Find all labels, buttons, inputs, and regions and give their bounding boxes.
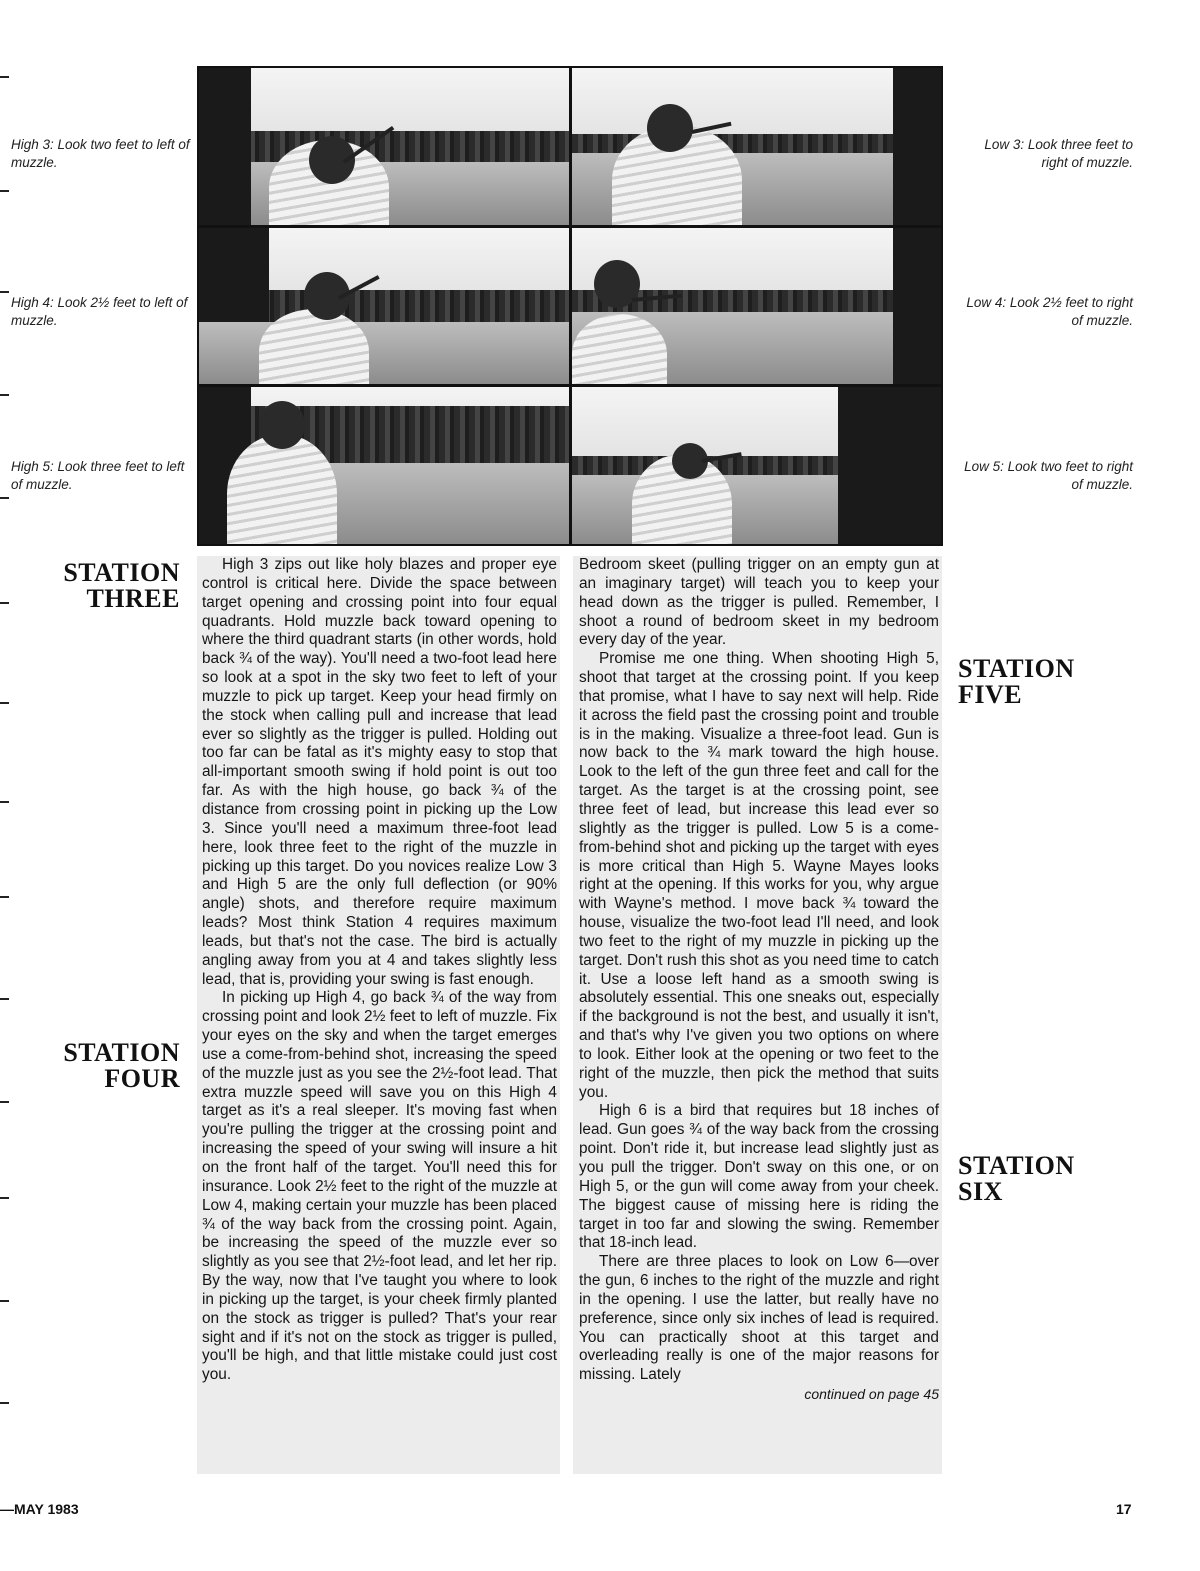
- station-five-heading: STATION FIVE: [958, 654, 1075, 709]
- photo-high3: [199, 68, 569, 225]
- station-three-heading: STATION THREE: [63, 558, 180, 613]
- margin-tick: [0, 896, 9, 898]
- photo-low3: [572, 68, 942, 225]
- caption-high3: High 3: Look two feet to left of muzzle.: [11, 137, 190, 170]
- margin-tick: [0, 1101, 9, 1103]
- margin-tick: [0, 497, 9, 499]
- page-number: 17: [1116, 1501, 1132, 1517]
- station-four-heading: STATION FOUR: [63, 1038, 180, 1093]
- caption-low3: Low 3: Look three feet to right of muzzle.: [984, 137, 1133, 170]
- margin-tick: [0, 291, 9, 293]
- photo-low4: [572, 228, 942, 385]
- margin-tick: [0, 998, 9, 1000]
- paragraph: Bedroom skeet (pulling trigger on an empty gun at an imaginary target) will teach you to keep your head down as the trigger is pulled. Remember, I shoot a round of bedroom skeet in my bedroom every day of the year.: [579, 556, 939, 649]
- issue-date: —MAY 1983: [0, 1501, 79, 1517]
- photo-high5: [199, 387, 569, 544]
- margin-tick: [0, 1300, 9, 1302]
- paragraph: There are three places to look on Low 6—over the gun, 6 inches to the right of the muzzle and right in the opening. I use the latter, but really have no preference, since only six inches of lead is required. You can practically shoot at this target and overleading really is one of the major reasons for missing. Lately: [579, 1253, 939, 1384]
- margin-tick: [0, 394, 9, 396]
- caption-high5: High 5: Look three feet to left of muzzle.: [11, 459, 185, 492]
- station-six-heading: STATION SIX: [958, 1151, 1075, 1206]
- margin-tick: [0, 702, 9, 704]
- paragraph: High 3 zips out like holy blazes and proper eye control is critical here. Divide the space between target opening and crossing point into four equal quadrants. Hold muzzle back toward opening to where the third quadrant starts (in other words, hold back ¾ of the way). You'll need a two-foot lead here so look at a spot in the sky two feet to left of your muzzle to pick up target. Keep your head firmly on the stock when calling pull and increase that lead ever so slightly as the trigger is pulled. Holding out too far can be fatal as it's mighty easy to stop that all-important smooth swing if hold point is out too far. As with the high house, go back ¾ of the distance from crossing point in picking up the Low 3. Since you'll need a maximum three-foot lead here, look three feet to the right of the muzzle in picking up this target. Do you novices realize Low 3 and High 5 are the only full deflection (or 90% angle) shots, and therefore require maximum leads? Most think Station 4 requires maximum leads, but that's not the case. The bird is actually angling away from you at 4 and takes slightly less lead, that is, providing your swing is fast enough.: [202, 556, 557, 988]
- margin-tick: [0, 801, 9, 803]
- photo-low5: [572, 387, 942, 544]
- margin-tick: [0, 1402, 9, 1404]
- paragraph: High 6 is a bird that requires but 18 inches of lead. Gun goes ¾ of the way back from the crossing point. Don't ride it, but increase lead slightly just as you pull the trigger. Don't sway on this one, or on High 5, or the gun will come away from your cheek. The biggest cause of missing here is riding the target in too far and slowing the swing. Remember that 18-inch lead.: [579, 1102, 939, 1252]
- continued-note: continued on page 45: [804, 1386, 939, 1403]
- photo-grid: [197, 66, 943, 546]
- caption-high4: High 4: Look 2½ feet to left of muzzle.: [11, 295, 188, 328]
- margin-tick: [0, 76, 9, 78]
- margin-tick: [0, 602, 9, 604]
- photo-high4: [199, 228, 569, 385]
- article-column-2: [573, 556, 942, 1474]
- caption-low4: Low 4: Look 2½ feet to right of muzzle.: [966, 295, 1133, 328]
- paragraph: In picking up High 4, go back ¾ of the way from crossing point and look 2½ feet to left of muzzle. Fix your eyes on the sky and when the target emerges use a come-from-behind shot, increasing the speed of the muzzle just as you see the 2½-foot lead. That extra muzzle speed will save you on this High 4 target as it's a real sleeper. It's moving fast when you're pulling the trigger at the crossing point and increasing the speed of your swing will insure a hit on the front half of the target. You'll need this for insurance. Look 2½ feet to the right of the muzzle at Low 4, making certain your muzzle has been placed ¾ of the way back from the crossing point. Again, be increasing the speed of the muzzle ever so slightly as you see that 2½-foot lead, and let her rip. By the way, now that I've taught you where to look in picking up the target, is your cheek firmly planted on the stock as trigger is pulled? That's your rear sight and if it's not on the stock as trigger is pulled, you'll be high, and that little mistake could just cost you.: [202, 989, 557, 1384]
- margin-tick: [0, 190, 9, 192]
- caption-low5: Low 5: Look two feet to right of muzzle.: [964, 459, 1133, 492]
- paragraph: Promise me one thing. When shooting High 5, shoot that target at the crossing point. If you keep that promise, what I have to say next will help. Ride it across the field past the crossing point and trouble is in the making. Visualize a three-foot lead. Gun is now back to the ¾ mark toward the high house. Look to the left of the gun three feet and call for the target. As the target is at the crossing point, see three feet of lead, but increase this lead ever so slightly as the trigger is pulled. Low 5 is a come-from-behind shot and picking up the target with eyes is more critical than High 5. Wayne Mayes looks right at the opening. If this works for you, why argue with Wayne's method. I move back ¾ toward the house, visualize the two-foot lead I'll need, and look two feet to the right of my muzzle in picking up the target. Don't rush this shot as you need time to catch it. Use a loose left hand as a smooth swing is absolutely essential. This one sneaks out, especially if the background is not the best, and usually it isn't, and that's why I've given you two options on where to look. Either look at the opening or two feet to the right of the muzzle, then pick the method that suits you.: [579, 650, 939, 1101]
- margin-tick: [0, 1197, 9, 1199]
- article-column-1: [197, 556, 560, 1474]
